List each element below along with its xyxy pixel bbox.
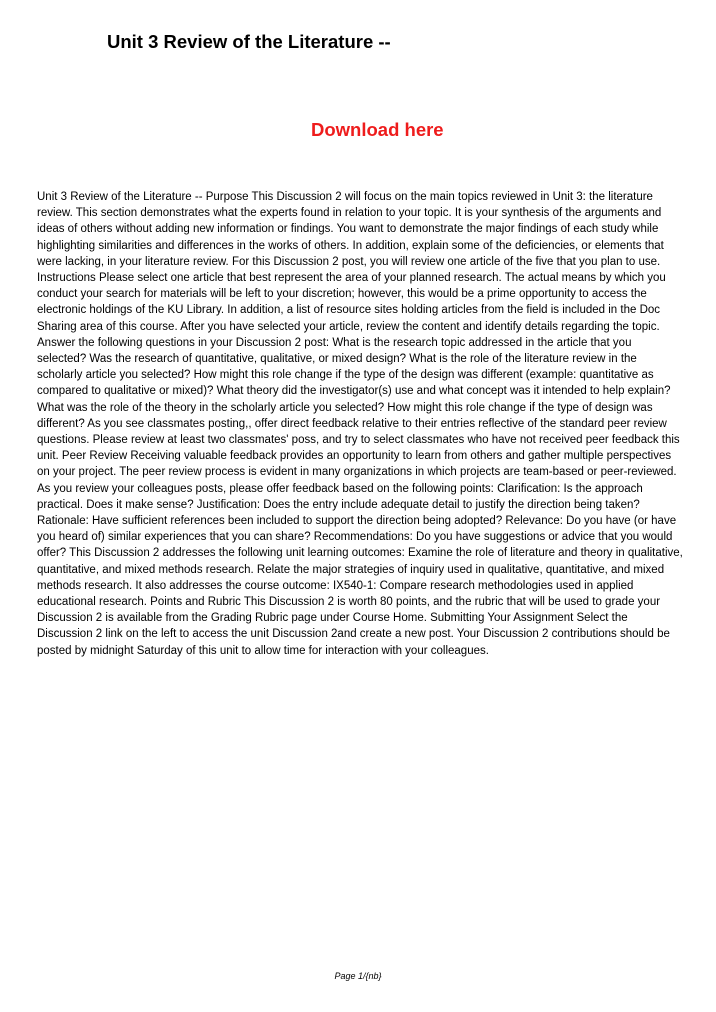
download-link[interactable]: Download here: [311, 119, 444, 140]
document-body-text: Unit 3 Review of the Literature -- Purpose This Discussion 2 will focus on the main topics reviewed in Unit 3: the literature review. This section demonstrates what the experts found in relation to your topic. It is your synthesis of the arguments and ideas of others without adding new information or findings. You want to demonstrate the major findings of each study while highlighting similarities and differences in the works of others. In addition, explain some of the deficiencies, or elements that were lacking, in your literature review. For this Discussion 2 post, you will review one article of the five that you plan to use. Instructions Please select one article that best represent the area of your planned research. The actual means by which you conduct your search for materials will be left to your discretion; however, this would be a prime opportunity to access the electronic holdings of the KU Library. In addition, a list of resource sites holding articles from the field is included in the Doc Sharing area of this course. After you have selected your article, review the content and identify details regarding the topic. Answer the following questions in your Discussion 2 post: What is the research topic addressed in the article that you selected? Was the research of quantitative, qualitative, or mixed design? What is the role of the literature review in the scholarly article you selected? How might this role change if the type of the design was different (example: quantitative as compared to qualitative or mixed)? What theory did the investigator(s) use and what concept was it intended to help explain? What was the role of the theory in the scholarly article you selected? How might this role change if the type of design was different? As you see classmates posting,, offer direct feedback relative to their entries reflective of the standard peer review questions. Please review at least two classmates' poss, and try to select classmates who have not received peer feedback this unit. Peer Review Receiving valuable feedback provides an opportunity to learn from others and gather multiple perspectives on your project. The peer review process is evident in many organizations in which projects are team-based or peer-reviewed. As you review your colleagues posts, please offer feedback based on the following points: Clarification: Is the approach practical. Does it make sense? Justification: Does the entry include adequate detail to justify the direction being taken? Rationale: Have sufficient references been included to support the direction being adopted? Relevance: Do you have (or have you heard of) similar experiences that you can share? Recommendations: Do you have suggestions or advice that you would offer? This Discussion 2 addresses the following unit learning outcomes: Examine the role of literature and theory in qualitative, quantitative, and mixed methods research. Relate the major strategies of inquiry used in qualitative, quantitative, and mixed methods research. It also addresses the course outcome: IX540-1: Compare research methodologies used in applied educational research. Points and Rubric This Discussion 2 is worth 80 points, and the rubric that will be used to grade your Discussion 2 is available from the Grading Rubric page under Course Home. Submitting Your Assignment Select the Discussion 2 link on the left to access the unit Discussion 2and create a new post. Your Discussion 2 contributions should be posted by midnight Saturday of this unit to allow time for interaction with your colleagues.: [37, 191, 683, 657]
page-number-footer: Page 1/{nb}: [334, 971, 382, 981]
page-title: Unit 3 Review of the Literature --: [107, 31, 391, 52]
